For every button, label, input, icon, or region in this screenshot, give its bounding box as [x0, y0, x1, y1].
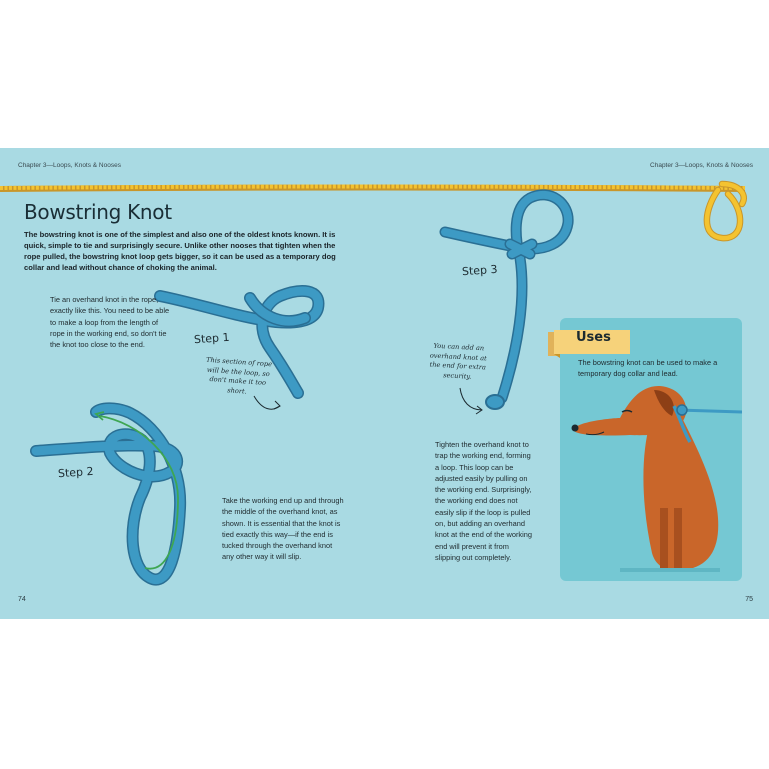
- step1-note: This section of rope will be the loop, so don't make it too short.: [205, 355, 273, 396]
- running-header-left: Chapter 3—Loops, Knots & Nooses: [18, 162, 121, 169]
- running-header-right: Chapter 3—Loops, Knots & Nooses: [650, 162, 753, 169]
- step3-arrow-icon: [460, 388, 482, 410]
- uses-label: Uses: [576, 330, 611, 345]
- step3-text: Tighten the overhand knot to trap the working end, forming a loop. This loop can be adjusted easily by pulling on the working end. Surprisingly, the working end does not easily slip if the loop is pulled on, but adding an overhand knot at the end of the working end will prevent it from slipping out completely.: [435, 440, 532, 562]
- step3-label: Step 3: [461, 262, 498, 279]
- step3-note: You can add an overhand knot at the end for extra security.: [429, 341, 487, 381]
- page-title: Bowstring Knot: [24, 200, 172, 224]
- page-number-left: 74: [18, 596, 26, 603]
- step1-text: Tie an overhand knot in the rope, exactly like this. You need to be able to make a loop from the length of rope in the working end, so don't tie the knot too close to the end.: [50, 295, 170, 350]
- book-spread: [0, 148, 769, 619]
- step2-label: Step 2: [57, 464, 94, 481]
- step1-label: Step 1: [193, 330, 230, 347]
- uses-text: The bowstring knot can be used to make a temporary dog collar and lead.: [578, 358, 718, 379]
- step2-text: Take the working end up and through the middle of the overhand knot, as shown. It is essential that the knot is tied exactly this way—if the end is tucked through the overhand knot any other way it will slip.: [222, 496, 344, 562]
- page-number-right: 75: [745, 596, 753, 603]
- intro-paragraph: The bowstring knot is one of the simplest and also one of the oldest knots known. It is quick, simple to tie and surprisingly secure. Unlike other nooses that tighten when the rope pulled, the bowstring knot loop gets bigger, so it can be used as a temporary dog collar and lead without chance of choking the animal.: [24, 230, 336, 273]
- step2-rope-icon: [36, 408, 180, 579]
